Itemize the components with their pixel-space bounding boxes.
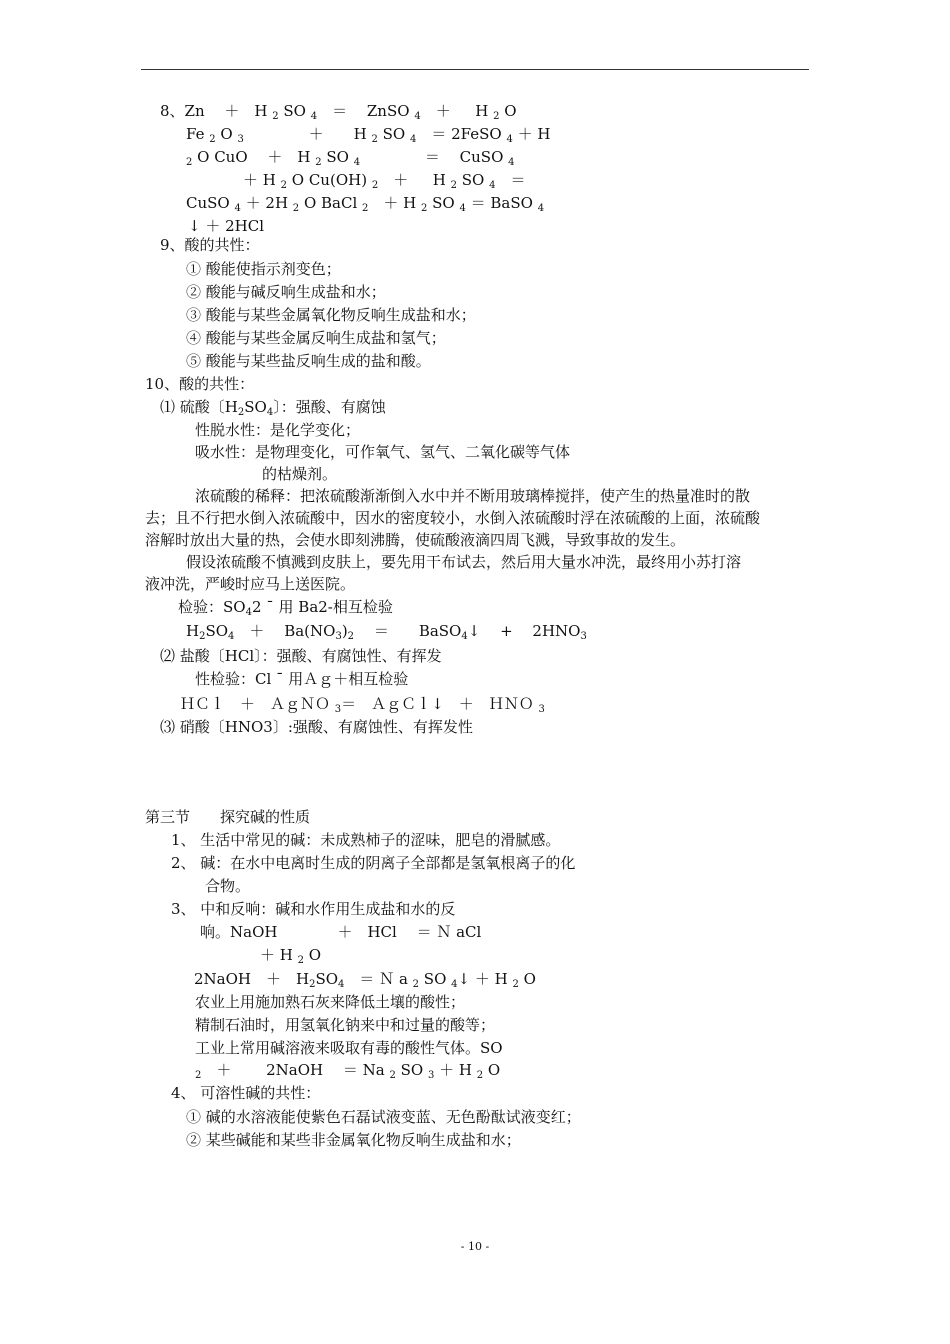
text-line xyxy=(195,419,360,442)
text-run: 响。NaOH ＋ HCl ＝ Ｎ aCl xyxy=(200,923,482,941)
text-line xyxy=(260,944,321,967)
text-run: ＝ 2FeSO xyxy=(416,125,507,143)
text-line xyxy=(160,100,517,123)
text-run: ＋ Ba(NO xyxy=(234,622,336,640)
subscript: 3 xyxy=(334,704,342,715)
header-rule xyxy=(141,69,809,70)
subscript: 4 xyxy=(353,157,361,168)
text-line xyxy=(160,234,260,257)
subscript: 2 xyxy=(199,631,206,642)
text-line xyxy=(178,596,393,619)
subscript: 2 xyxy=(347,631,355,642)
text-run: 2NaOH ＋ H xyxy=(194,970,310,988)
text-run: ＝ CuSO xyxy=(360,148,509,166)
text-run: O xyxy=(304,946,322,964)
text-run: O Cu(OH) xyxy=(287,171,372,189)
text-run: ) xyxy=(341,622,348,640)
text-run: 性脱水性：是化学变化； xyxy=(195,421,361,439)
subscript: 3 xyxy=(428,1070,435,1081)
text-run: ↓ ＋ H xyxy=(457,970,513,988)
subscript: 2 xyxy=(280,180,287,191)
subscript: 2 xyxy=(237,407,245,418)
text-line xyxy=(195,991,465,1014)
subscript: 4 xyxy=(266,407,274,418)
text-run: ＋ H xyxy=(512,125,551,143)
text-run: ② 酸能与碱反响生成盐和水； xyxy=(186,283,386,301)
text-run: 合物。 xyxy=(205,877,251,895)
text-line xyxy=(145,806,310,829)
text-line xyxy=(171,898,455,921)
subscript: 4 xyxy=(234,203,241,214)
text-run: ＝ ＡｇＣｌ↓ ＋ ＨＮＯ xyxy=(341,695,539,713)
text-line xyxy=(195,485,750,508)
text-line xyxy=(160,716,473,739)
text-run: SO xyxy=(315,970,339,988)
subscript: 2 xyxy=(412,979,420,990)
subscript: 3 xyxy=(237,134,244,145)
subscript: 2 xyxy=(362,203,369,214)
text-run: 农业上用施加熟石灰来降低土壤的酸性； xyxy=(195,993,466,1011)
text-run: O xyxy=(499,102,517,120)
text-run: ＋ H xyxy=(243,125,372,143)
subscript: 4 xyxy=(489,180,496,191)
text-line xyxy=(186,350,431,373)
text-run: 假设浓硫酸不慎溅到皮肤上，要先用干布试去，然后用大量水冲洗，最终用小苏打溶 xyxy=(186,553,742,571)
subscript: 4 xyxy=(508,157,515,168)
text-run: 液冲洗，严峻时应马上送医院。 xyxy=(145,575,356,593)
text-line xyxy=(186,1129,521,1152)
text-run: O xyxy=(215,125,238,143)
subscript: 2 xyxy=(421,203,428,214)
text-run: Fe xyxy=(186,125,210,143)
subscript: 4 xyxy=(228,631,235,642)
text-line xyxy=(195,1037,503,1060)
text-line xyxy=(205,875,250,898)
subscript: 2 xyxy=(450,180,457,191)
text-run: 性检验：Cl ¯ 用Ａｇ＋相互检验 xyxy=(195,670,409,688)
text-run: ＝ Ｎ a xyxy=(344,970,413,988)
subscript: 3 xyxy=(538,704,545,715)
text-run: 1、 生活中常见的碱：未成熟柿子的涩味，肥皂的滑腻感。 xyxy=(171,831,561,849)
text-run: ↓ ＋ 2HCl xyxy=(188,217,265,235)
text-run: SO xyxy=(244,398,267,416)
text-line xyxy=(262,463,337,486)
text-run: ② 某些碱能和某些非金属氧化物反响生成盐和水； xyxy=(186,1131,521,1149)
text-run: SO xyxy=(427,194,460,212)
text-run: SO xyxy=(456,171,490,189)
text-run: ⑵ 盐酸〔HCl〕：强酸、有腐蚀性、有挥发 xyxy=(160,647,442,665)
text-line xyxy=(186,281,386,304)
subscript: 2 xyxy=(186,157,193,168)
subscript: 3 xyxy=(335,631,342,642)
text-run: ⑴ 硫酸〔H xyxy=(160,398,238,416)
text-run: 2 ¯ 用 Ba2-相互检验 xyxy=(251,598,393,616)
text-run: 8、Zn ＋ H xyxy=(160,102,273,120)
text-run: ⑶ 硝酸〔HNO3〕:强酸、有腐蚀性、有挥发性 xyxy=(160,718,473,736)
subscript: 4 xyxy=(451,979,458,990)
text-run: 工业上常用碱溶液来吸取有毒的酸性气体。SO xyxy=(195,1039,503,1057)
text-run: O xyxy=(483,1061,501,1079)
subscript: 4 xyxy=(310,111,318,122)
subscript: 2 xyxy=(195,1070,202,1081)
text-run: SO xyxy=(377,125,410,143)
text-run: H xyxy=(186,622,200,640)
text-run: 10、酸的共性： xyxy=(145,375,255,393)
text-run: ＋ H xyxy=(243,171,281,189)
subscript: 4 xyxy=(506,134,513,145)
text-run: SO xyxy=(278,102,311,120)
text-line xyxy=(171,1082,320,1105)
text-run: SO xyxy=(321,148,354,166)
subscript: 3 xyxy=(580,631,587,642)
text-run: ＋ 2NaOH ＝ Na xyxy=(201,1061,390,1079)
text-run: 去；且不行把水倒入浓硫酸中，因水的密度较小，水倒入浓硫酸时浮在浓硫酸的上面，浓硫酸 xyxy=(145,509,761,527)
subscript: 2 xyxy=(476,1070,484,1081)
text-run: ＋ H xyxy=(420,102,494,120)
text-run: 9、酸的共性： xyxy=(160,236,260,254)
text-line xyxy=(145,573,355,596)
text-run: ⑤ 酸能与某些盐反响生成的盐和酸。 xyxy=(186,352,431,370)
text-line xyxy=(145,529,685,552)
subscript: 4 xyxy=(245,607,252,618)
text-run: ＋ H xyxy=(434,1061,477,1079)
text-line xyxy=(171,852,575,875)
text-run: ＝ xyxy=(495,171,526,189)
text-run: ④ 酸能与某些金属反响生成盐和氢气； xyxy=(186,329,446,347)
subscript: 2 xyxy=(371,180,379,191)
text-run: ③ 酸能与某些金属氧化物反响生成盐和水； xyxy=(186,306,476,324)
subscript: 2 xyxy=(292,203,300,214)
subscript: 2 xyxy=(493,111,500,122)
subscript: 2 xyxy=(315,157,322,168)
text-line xyxy=(243,169,525,192)
subscript: 4 xyxy=(338,979,345,990)
text-line xyxy=(195,441,570,464)
text-run: CuSO xyxy=(186,194,235,212)
text-line xyxy=(171,829,560,852)
text-run: ① 碱的水溶液能使紫色石磊试液变蓝、无色酚酞试液变红； xyxy=(186,1108,581,1126)
text-run: SO xyxy=(395,1061,428,1079)
text-run: 吸水性：是物理变化，可作氧气、氢气、二氧化碳等气体 xyxy=(195,443,571,461)
text-run: 〕：强酸、有腐蚀 xyxy=(273,398,386,416)
subscript: 4 xyxy=(461,631,468,642)
text-run: 溶解时放出大量的热，会使水即刻沸腾，使硫酸液滴四周飞溅，导致事故的发生。 xyxy=(145,531,686,549)
text-line xyxy=(186,146,515,169)
text-line xyxy=(195,1059,500,1082)
text-run: 3、 中和反响：碱和水作用生成盐和水的反 xyxy=(171,900,456,918)
subscript: 4 xyxy=(409,134,417,145)
text-line xyxy=(186,123,550,146)
text-run: O BaCl xyxy=(299,194,363,212)
text-run: ＋ 2H xyxy=(240,194,293,212)
text-run: 检验：SO xyxy=(178,598,246,616)
subscript: 2 xyxy=(209,134,216,145)
text-line xyxy=(195,1014,495,1037)
text-line xyxy=(186,551,741,574)
text-line xyxy=(186,1106,581,1129)
text-line xyxy=(160,645,442,668)
subscript: 2 xyxy=(389,1070,396,1081)
text-run: 的枯燥剂。 xyxy=(262,465,338,483)
text-line xyxy=(194,968,536,991)
subscript: 2 xyxy=(309,979,316,990)
text-line xyxy=(145,507,760,530)
text-run: 第三节 探究碱的性质 xyxy=(145,808,311,826)
subscript: 2 xyxy=(512,979,519,990)
text-line xyxy=(160,396,386,419)
text-run: ↓ + 2HNO xyxy=(467,622,581,640)
text-run: O xyxy=(518,970,536,988)
page-number: - 10 - xyxy=(460,1240,490,1253)
subscript: 2 xyxy=(297,955,304,966)
subscript: 4 xyxy=(459,203,466,214)
text-line xyxy=(200,921,481,944)
text-line xyxy=(195,668,408,691)
text-run: SO xyxy=(419,970,452,988)
text-line xyxy=(145,373,254,396)
subscript: 4 xyxy=(414,111,421,122)
text-run: 4、 可溶性碱的共性： xyxy=(171,1084,321,1102)
text-run: SO xyxy=(205,622,229,640)
text-run: ＋ H xyxy=(368,194,422,212)
text-run: ① 酸能使指示剂变色； xyxy=(186,260,341,278)
text-line xyxy=(186,192,544,215)
text-run: ＝ ZnSO xyxy=(317,102,415,120)
text-run: O CuO ＋ H xyxy=(192,148,316,166)
text-line xyxy=(186,620,587,643)
text-line xyxy=(180,693,545,716)
text-run: 2、 碱：在水中电离时生成的阴离子全部都是氢氧根离子的化 xyxy=(171,854,576,872)
text-run: 浓硫酸的稀释：把浓硫酸渐渐倒入水中并不断用玻璃棒搅拌，使产生的热量准时的散 xyxy=(195,487,751,505)
text-line xyxy=(186,258,341,281)
text-run: ＝ BaSO xyxy=(465,194,538,212)
text-run: 精制石油时，用氢氧化钠来中和过量的酸等； xyxy=(195,1016,496,1034)
text-run: ＋ H xyxy=(378,171,451,189)
subscript: 2 xyxy=(272,111,279,122)
text-run: ＋ H xyxy=(260,946,298,964)
text-run: ＝ BaSO xyxy=(354,622,462,640)
text-line xyxy=(186,304,476,327)
subscript: 2 xyxy=(371,134,378,145)
text-run: ＨＣｌ ＋ ＡｇＮＯ xyxy=(180,695,335,713)
subscript: 4 xyxy=(537,203,545,214)
text-line xyxy=(186,327,446,350)
